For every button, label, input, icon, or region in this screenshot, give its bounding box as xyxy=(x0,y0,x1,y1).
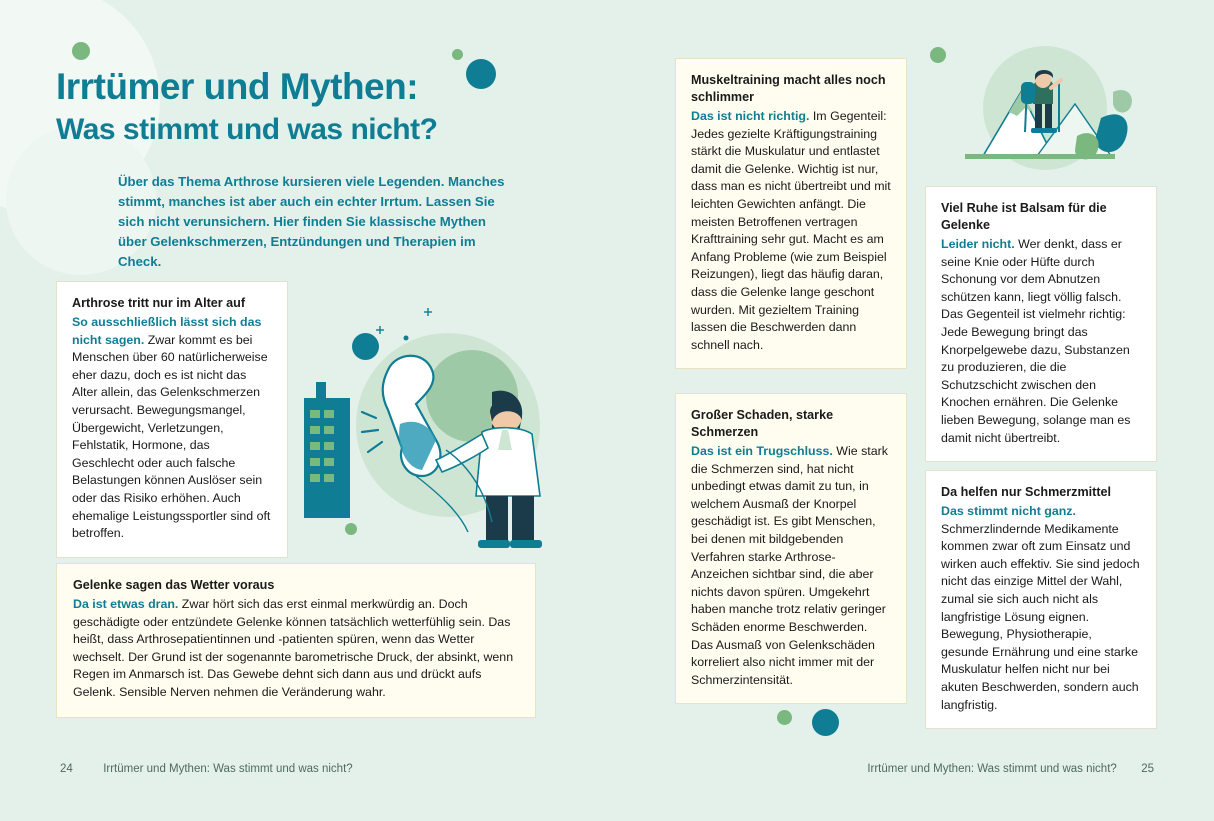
myth-card-damage xyxy=(675,393,907,704)
footer-left xyxy=(60,763,353,775)
footer-page-number-right: 25 xyxy=(1141,763,1154,775)
myth-card-pain-lead: Das stimmt nicht ganz. xyxy=(941,504,1076,518)
intro-paragraph: Über das Thema Arthrose kursieren viele Legenden. Manches stimmt, manches ist aber auch ein echter Irrtum. Lassen Sie sich nicht verunsichern. Hier finden Sie klassische Mythen über Gelenkschmerzen, Entzündungen und Therapien im Check. xyxy=(118,174,505,269)
myth-card-damage-body xyxy=(691,443,891,689)
myth-card-age-lead: So ausschließlich lässt sich das nicht sagen. xyxy=(72,315,262,347)
myth-card-muscle-text: Im Gegenteil: Jedes gezielte Kräftigungstraining stärkt die Muskulatur und entlastet damit die Gelenke. Wichtig ist nur, dass man es nicht übertreibt und mit leichten Gewichten anfängt. Die meisten Betroffenen vertragen Krafttraining sehr gut. Macht es am Anfang Probleme (wie zum Beispiel Reizungen), liegt das häufig daran, dass die Gelenke lange geschont wurden. Mit gezieltem Training lassen die Beschwerden dann schnell nach. xyxy=(691,109,891,352)
myth-card-weather-heading: Gelenke sagen das Wetter voraus xyxy=(73,578,275,592)
myth-card-rest-lead: Leider nicht. xyxy=(941,237,1015,251)
myth-card-weather-body xyxy=(73,596,519,702)
myth-card-damage-lead: Das ist ein Trugschluss. xyxy=(691,444,833,458)
footer-text-right: Irrtümer und Mythen: Was stimmt und was nicht? xyxy=(867,763,1117,775)
myth-card-muscle-body xyxy=(691,108,891,354)
decorative-dot-teal xyxy=(812,709,839,736)
myth-card-weather-text: Zwar hört sich das erst einmal merkwürdig an. Doch geschädigte oder entzündete Gelenke können tatsächlich wetterfühlig sein. Das heißt, dass Arthrosepatientinnen und -patienten spüren, wenn das Wetter wechselt. Der Grund ist der sogenannte barometrische Druck, der absinkt, wenn Regen im Anmarsch ist. Das Gewebe dehnt sich dann aus und drückt aufs Gelenk. Sensible Nerven nehmen die Veränderung wahr. xyxy=(73,597,514,699)
hiker-mountain-illustration xyxy=(925,46,1157,181)
page-title xyxy=(56,66,576,150)
decorative-dot-green xyxy=(777,710,792,725)
myth-card-muscle-lead: Das ist nicht richtig. xyxy=(691,109,810,123)
footer-right xyxy=(867,763,1154,775)
myth-card-rest xyxy=(925,186,1157,462)
decorative-dot-green xyxy=(72,42,90,60)
myth-card-age xyxy=(56,281,288,558)
myth-card-pain-heading: Da helfen nur Schmerzmittel xyxy=(941,485,1112,499)
myth-card-pain-text: Schmerzlindernde Medikamente kommen zwar oft zum Einsatz und wirken auch effektiv. Sie sind jedoch nicht das einzige Mittel der Wahl, zumal sie sich auch nicht als langfristige Lösung eignen. Bewegung, Physiotherapie, gesunde Ernährung und eine starke Muskulatur helfen nicht nur bei akuten Beschwerden, sondern auch langfristig. xyxy=(941,521,1140,712)
myth-card-muscle-heading: Muskeltraining macht alles noch schlimmer xyxy=(691,73,886,104)
doctor-knee-illustration xyxy=(296,300,596,555)
myth-card-pain xyxy=(925,470,1157,729)
myth-card-age-body xyxy=(72,314,272,543)
myth-card-damage-heading: Großer Schaden, starke Schmerzen xyxy=(691,408,834,439)
myth-card-pain-body xyxy=(941,503,1141,714)
page-title-line1: Irrtümer und Mythen: xyxy=(56,66,419,107)
myth-card-rest-text: Wer denkt, dass er seine Knie oder Hüfte durch Schonung vor dem Abnutzen schützen kann, liegt völlig falsch. Das Gegenteil ist vielmehr richtig: Jede Bewegung bringt das Knorpelgewebe dazu, Substanzen zu produzieren, die die Schutzschicht zwischen den Knochen ernähren. Die Gelenke lieben Bewegung, solange man es damit nicht übertreibt. xyxy=(941,237,1131,445)
myth-card-muscle xyxy=(675,58,907,369)
footer-text-left: Irrtümer und Mythen: Was stimmt und was nicht? xyxy=(103,763,353,775)
footer-page-number-left: 24 xyxy=(60,763,73,775)
myth-card-weather xyxy=(56,563,536,718)
myth-card-damage-text: Wie stark die Schmerzen sind, hat nicht unbedingt etwas damit zu tun, in welchem Ausmaß der Knorpel geschädigt ist. Es gibt Menschen, bei denen mit bildgebenden Verfahren starke Arthrose-Anzeichen sichtbar sind, die aber nichts davon spüren. Umgekehrt haben manche trotz relativ geringer Schäden enorme Beschwerden. Das Ausmaß von Gelenkschäden korreliert also nicht immer mit der Schmerzintensität. xyxy=(691,444,888,687)
page-title-line2: Was stimmt und was nicht? xyxy=(56,113,438,146)
myth-card-age-heading: Arthrose tritt nur im Alter auf xyxy=(72,296,246,310)
decorative-dot-green xyxy=(452,49,463,60)
myth-card-weather-lead: Da ist etwas dran. xyxy=(73,597,179,611)
myth-card-rest-body xyxy=(941,236,1141,447)
myth-card-age-text: Zwar kommt es bei Menschen über 60 natürlicherweise eher dazu, doch es ist nicht das Alter allein, das Gelenkschmerzen verursacht. Bewegungsmangel, Übergewicht, Verletzungen, Fehlstatik, Hormone, das Geschlecht oder auch falsche Belastungen können Auslöser sein oder das Risiko erhöhen. Auch ehemalige Leistungssportler sind oft betroffen. xyxy=(72,332,271,541)
myth-card-rest-heading: Viel Ruhe ist Balsam für die Gelenke xyxy=(941,201,1107,232)
